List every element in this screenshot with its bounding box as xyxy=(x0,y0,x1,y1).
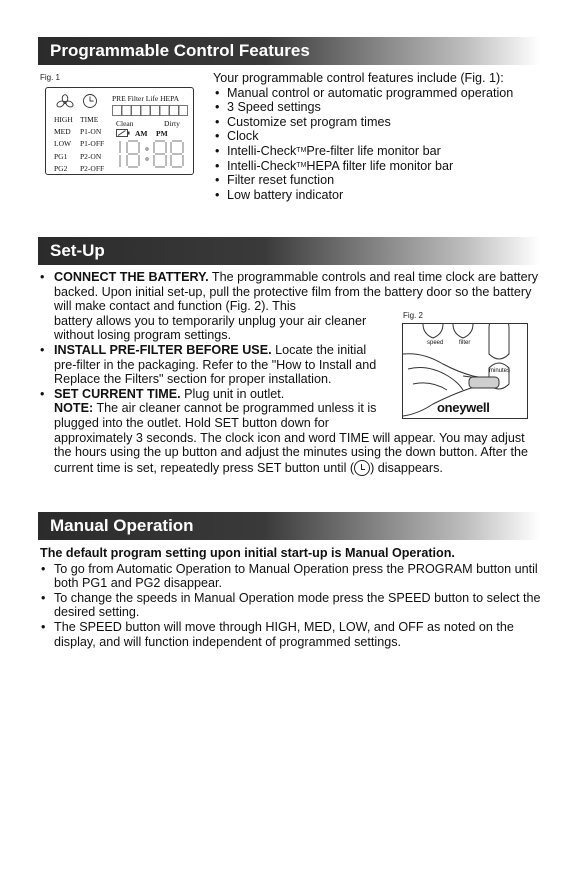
bullet: • xyxy=(41,590,46,605)
time-header: TIME xyxy=(80,115,99,124)
list-item: • Manual control or automatic programmed operation xyxy=(213,86,513,101)
time-label: P2-ON xyxy=(80,151,102,161)
list-item xyxy=(40,562,545,591)
instruction-text: without losing program settings. xyxy=(54,328,232,343)
speed-label: HIGH xyxy=(54,115,73,124)
speed-button-label: speed xyxy=(427,340,444,346)
dirty-label: Dirty xyxy=(164,119,180,128)
section-header-programmable xyxy=(38,37,540,65)
time-label: P1-OFF xyxy=(80,139,105,149)
manual-operation-text xyxy=(40,546,545,649)
program-label: PG2 xyxy=(54,163,68,173)
lcd-display-figure xyxy=(45,87,194,175)
time-labels xyxy=(80,114,104,175)
bullet: • xyxy=(41,561,46,576)
bullet: • xyxy=(41,619,46,634)
instruction-text: The programmable controls and real time clock are battery backed. Upon initial set-up, pull the protective film from the battery door so the battery will make contact and function (Fig. 2). This xyxy=(54,270,539,314)
instruction-install-prefilter xyxy=(40,343,545,387)
section-header-manual xyxy=(38,512,540,540)
clean-label: Clean xyxy=(116,119,134,128)
note-continuation xyxy=(40,431,545,476)
filter-button-label: filter xyxy=(459,340,471,346)
instruction-text: plugged into the outlet. Hold SET button down for xyxy=(54,415,329,430)
intelli-check-desc: HEPA filter life monitor bar xyxy=(306,158,454,173)
instruction-heading: SET CURRENT TIME. xyxy=(54,386,181,401)
intelli-check-label: Intelli-Check xyxy=(227,143,297,158)
instruction-text: The air cleaner cannot be programmed unless it is xyxy=(93,401,377,416)
section-header-setup xyxy=(38,237,540,265)
list-item: • 3 Speed settings xyxy=(213,100,513,115)
filter-life-header: PRE Filter Life HEPA xyxy=(112,94,180,103)
speed-label: MED xyxy=(54,127,71,137)
instruction-text: ) disappears. xyxy=(370,460,443,475)
instruction-text: Plug unit in outlet. xyxy=(180,386,285,401)
brand-logo-text: oneywell xyxy=(437,400,490,415)
features-lead: Your programmable control features include (Fig. 1): xyxy=(213,71,504,85)
trademark: TM xyxy=(296,146,307,154)
section-title: Programmable Control Features xyxy=(50,41,310,60)
section-title: Set-Up xyxy=(50,241,105,260)
instruction-heading: INSTALL PRE-FILTER BEFORE USE. xyxy=(54,342,272,357)
instruction-text: Locate the initial xyxy=(271,342,367,357)
instruction-set-time xyxy=(40,387,545,431)
trademark: TM xyxy=(296,161,307,169)
clock-icon xyxy=(354,460,370,476)
bullet: • xyxy=(40,342,45,357)
instruction-text: Replace the Filters" section for proper installation. xyxy=(54,372,332,387)
list-item-text: To go from Automatic Operation to Manual Operation press the PROGRAM button until both PG1 and PG2 disappear. xyxy=(54,561,538,591)
list-item xyxy=(40,620,545,649)
list-item-text: The SPEED button will move through HIGH, MED, LOW, and OFF as noted on the display, and will function independent of programmed settings. xyxy=(54,619,514,649)
list-item xyxy=(213,159,513,174)
list-item-text: To change the speeds in Manual Operation mode press the SPEED button to select the desired setting. xyxy=(54,590,541,620)
filter-life-bar xyxy=(112,105,188,116)
intelli-check-desc: Pre-filter life monitor bar xyxy=(306,143,441,158)
fan-icon xyxy=(56,94,74,112)
instruction-text: battery allows you to temporarily unplug your air cleaner xyxy=(54,313,367,328)
time-label: P2-OFF xyxy=(80,163,105,173)
list-item: • Filter reset function xyxy=(213,173,513,188)
battery-icon xyxy=(116,129,130,139)
list-item: • Low battery indicator xyxy=(213,188,513,203)
list-item xyxy=(213,144,513,159)
minutes-button-label: minutes xyxy=(489,368,511,374)
setup-instructions xyxy=(40,270,545,476)
bullet: • xyxy=(40,386,45,401)
fig2-label: Fig. 2 xyxy=(403,311,424,320)
features-intro xyxy=(213,71,513,202)
manual-lead: The default program setting upon initial start-up is Manual Operation. xyxy=(40,546,455,560)
am-label: AM xyxy=(135,129,148,138)
instruction-text: pre-filter in the packaging. Refer to the "How to Install and xyxy=(54,357,377,372)
list-item xyxy=(40,591,545,620)
instruction-text: approximately 3 seconds. The clock icon and word TIME will appear. You may adjust the hours using the up button and adjust the minutes using the down button. After the current time is set, repeatedly press SET button until ( xyxy=(54,430,528,475)
list-item: • Customize set program times xyxy=(213,115,513,130)
clock-digits xyxy=(116,139,188,171)
instruction-connect-battery xyxy=(40,270,545,343)
section-title: Manual Operation xyxy=(50,516,194,535)
clock-icon xyxy=(82,93,98,111)
intelli-check-label: Intelli-Check xyxy=(227,158,297,173)
pm-label: PM xyxy=(156,129,168,138)
speed-label: LOW xyxy=(54,139,72,149)
instruction-heading: CONNECT THE BATTERY. xyxy=(54,270,209,284)
fig1-label: Fig. 1 xyxy=(40,73,61,82)
list-item: • Clock xyxy=(213,129,513,144)
features-list xyxy=(213,86,513,203)
time-label: P1-ON xyxy=(80,127,102,137)
program-label: PG1 xyxy=(54,151,68,161)
speed-labels xyxy=(54,114,73,175)
bullet: • xyxy=(40,270,45,284)
note-heading: NOTE: xyxy=(54,401,94,416)
